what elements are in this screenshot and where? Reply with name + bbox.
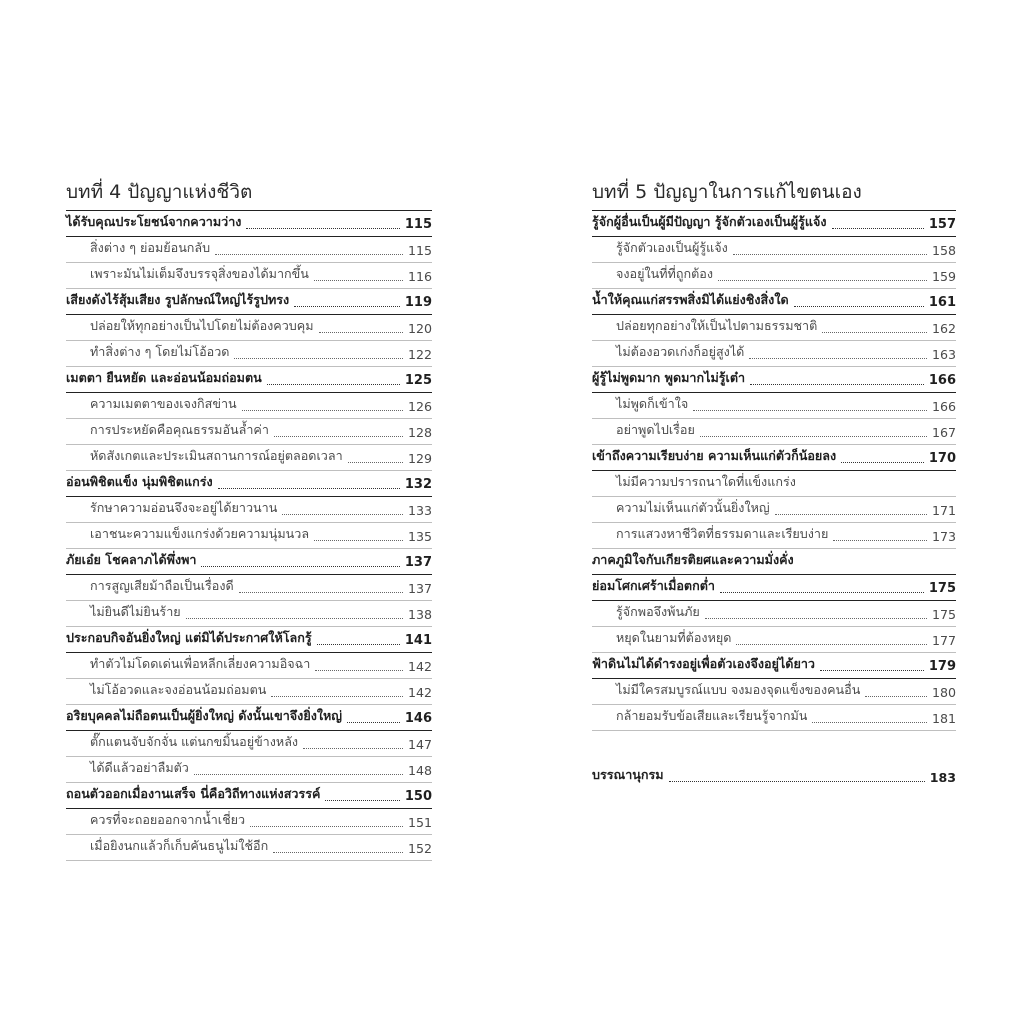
toc-section-entry[interactable]	[592, 211, 956, 237]
toc-page-number: 167	[931, 425, 956, 440]
toc-subsection-entry[interactable]	[66, 341, 432, 367]
leader-dots	[246, 228, 399, 229]
leader-dots	[294, 306, 400, 307]
leader-dots	[314, 280, 403, 281]
toc-entry-label: ประกอบกิจอันยิ่งใหญ่ แต่มิได้ประกาศให้โลกรู้	[66, 630, 312, 645]
chapter-4-title: บทที่ 4 ปัญญาแห่งชีวิต	[66, 181, 253, 203]
toc-page-number: 171	[931, 503, 956, 518]
toc-entry-label: สิ่งต่าง ๆ ย่อมย้อนกลับ	[90, 240, 211, 255]
toc-page-number: 166	[928, 373, 956, 388]
toc-subsection-entry[interactable]	[66, 263, 432, 289]
toc-entry-label: จงอยู่ในที่ที่ถูกต้อง	[616, 266, 713, 281]
toc-page-number: 122	[407, 347, 432, 362]
toc-page-number: 120	[407, 321, 432, 336]
leader-dots	[347, 722, 400, 723]
toc-entry-label: ย่อมโศกเศร้าเมื่อตกต่ำ	[592, 578, 715, 593]
leader-dots	[720, 592, 924, 593]
leader-dots	[242, 410, 403, 411]
toc-section-entry[interactable]	[592, 289, 956, 315]
leader-dots	[194, 774, 403, 775]
toc-section-entry[interactable]	[66, 289, 432, 315]
toc-entry-label: ไม่มีความปรารถนาใดที่แข็งแกร่ง	[616, 474, 796, 489]
leader-dots	[234, 358, 402, 359]
toc-entry-label: รักษาความอ่อนจึงจะอยู่ได้ยาวนาน	[90, 500, 278, 515]
leader-dots	[812, 722, 927, 723]
toc-subsection-entry[interactable]	[592, 627, 956, 653]
leader-dots	[317, 644, 400, 645]
toc-entry-label: ถอนตัวออกเมื่องานเสร็จ นี่คือวิถีทางแห่งสวรรค์	[66, 786, 321, 801]
toc-page-number: 142	[407, 685, 432, 700]
chapter-5-title: บทที่ 5 ปัญญาในการแก้ไขตนเอง	[592, 181, 862, 203]
toc-subsection-entry[interactable]	[592, 237, 956, 263]
toc-entry-label: ได้ดีแล้วอย่าลืมตัว	[90, 760, 189, 775]
toc-subsection-entry[interactable]	[592, 705, 956, 731]
toc-entry-label: ไม่ต้องอวดเก่งก็อยู่สูงได้	[616, 344, 745, 359]
toc-subsection-entry[interactable]	[66, 601, 432, 627]
toc-section-entry[interactable]	[66, 627, 432, 653]
toc-subsection-entry[interactable]	[66, 237, 432, 263]
toc-page-number: 175	[928, 581, 956, 596]
toc-entry-label: ความไม่เห็นแก่ตัวนั้นยิ่งใหญ่	[616, 500, 770, 515]
toc-entry-label: ภัยเอ๋ย โชคลาภได้พึ่งพา	[66, 552, 197, 567]
toc-entry-label: ทำตัวไม่โดดเด่นเพื่อหลีกเลี่ยงความอิจฉา	[90, 656, 311, 671]
toc-subsection-entry[interactable]	[592, 679, 956, 705]
toc-page-number: 151	[407, 815, 432, 830]
toc-subsection-entry[interactable]	[66, 653, 432, 679]
toc-page-number: 170	[928, 451, 956, 466]
toc-section-entry[interactable]	[66, 783, 432, 809]
toc-subsection-entry[interactable]	[66, 679, 432, 705]
toc-entry-label: ฟ้าดินไม่ได้ดำรงอยู่เพื่อตัวเองจึงอยู่ได้ยาว	[592, 656, 815, 671]
leader-dots	[282, 514, 403, 515]
toc-page-number: 141	[404, 633, 432, 648]
toc-section-entry[interactable]	[592, 445, 956, 471]
toc-entry-label: ปล่อยทุกอย่างให้เป็นไปตามธรรมชาติ	[616, 318, 818, 333]
toc-section-entry[interactable]	[66, 705, 432, 731]
toc-subsection-entry[interactable]	[66, 419, 432, 445]
toc-entry-label: เมตตา ยืนหยัด และอ่อนน้อมถ่อมตน	[66, 370, 262, 385]
toc-subsection-entry[interactable]	[592, 393, 956, 419]
leader-dots	[239, 592, 403, 593]
toc-page-number: 180	[931, 685, 956, 700]
toc-page-number: 115	[404, 217, 432, 232]
leader-dots	[832, 228, 924, 229]
toc-subsection-entry[interactable]	[592, 523, 956, 549]
toc-subsection-entry[interactable]	[66, 757, 432, 783]
leader-dots	[733, 254, 927, 255]
toc-page-number: 161	[928, 295, 956, 310]
toc-entry-label: การประหยัดคือคุณธรรมอันล้ำค่า	[90, 422, 269, 437]
leader-dots	[705, 618, 927, 619]
toc-page-number: 175	[931, 607, 956, 622]
leader-dots	[186, 618, 403, 619]
toc-page-number: 158	[931, 243, 956, 258]
toc-subsection-entry[interactable]	[66, 445, 432, 471]
leader-dots	[314, 540, 403, 541]
toc-subsection-entry[interactable]	[592, 601, 956, 627]
chapter-5-toc-list	[592, 210, 956, 731]
leader-dots	[669, 781, 925, 782]
toc-subsection-entry[interactable]	[592, 471, 956, 497]
bibliography-page-number: 183	[929, 770, 956, 785]
toc-page-number: 129	[407, 451, 432, 466]
toc-entry-label: การแสวงหาชีวิตที่ธรรมดาและเรียบง่าย	[616, 526, 829, 541]
toc-section-entry[interactable]	[592, 653, 956, 679]
toc-subsection-entry[interactable]	[66, 575, 432, 601]
leader-dots	[273, 852, 403, 853]
toc-page-number: 147	[407, 737, 432, 752]
toc-entry-label: หัดสังเกตและประเมินสถานการณ์อยู่ตลอดเวลา	[90, 448, 343, 463]
leader-dots	[820, 670, 924, 671]
toc-entry-label: เพราะมันไม่เต็มจึงบรรจุสิ่งของได้มากขึ้น	[90, 266, 309, 281]
toc-page-number: 133	[407, 503, 432, 518]
toc-section-entry[interactable]	[66, 211, 432, 237]
toc-page-number: 163	[931, 347, 956, 362]
toc-page-number: 132	[404, 477, 432, 492]
leader-dots	[218, 488, 400, 489]
leader-dots	[315, 670, 403, 671]
toc-entry-label: รู้จักพอจึงพ้นภัย	[616, 604, 700, 619]
leader-dots	[274, 436, 403, 437]
toc-page-number: 137	[407, 581, 432, 596]
toc-subsection-entry[interactable]	[66, 393, 432, 419]
toc-entry-label: กล้ายอมรับข้อเสียและเรียนรู้จากมัน	[616, 708, 808, 723]
toc-entry-label: เอาชนะความแข็งแกร่งด้วยความนุ่มนวล	[90, 526, 310, 541]
toc-entry-label: อ่อนพิชิตแข็ง นุ่มพิชิตแกร่ง	[66, 474, 213, 489]
toc-entry-label: ไม่มีใครสมบูรณ์แบบ จงมองจุดแข็งของคนอื่น	[616, 682, 861, 697]
toc-subsection-entry[interactable]	[592, 263, 956, 289]
toc-subsection-entry[interactable]	[592, 497, 956, 523]
chapter-4-column	[66, 178, 432, 861]
leader-dots	[750, 384, 924, 385]
toc-page-number: 159	[931, 269, 956, 284]
toc-page-number: 173	[931, 529, 956, 544]
toc-entry-label: หยุดในยามที่ต้องหยุด	[616, 630, 732, 645]
toc-page-number: 115	[407, 243, 432, 258]
toc-subsection-entry[interactable]	[592, 315, 956, 341]
leader-dots	[700, 436, 927, 437]
leader-dots	[841, 462, 924, 463]
toc-subsection-entry[interactable]	[592, 341, 956, 367]
toc-page-number: 126	[407, 399, 432, 414]
toc-subsection-entry[interactable]	[66, 731, 432, 757]
toc-entry-label: ได้รับคุณประโยชน์จากความว่าง	[66, 214, 242, 229]
toc-subsection-entry[interactable]	[66, 809, 432, 835]
toc-page-number: 148	[407, 763, 432, 778]
toc-page-number: 157	[928, 217, 956, 232]
toc-entry-label: ไม่โอ้อวดและจงอ่อนน้อมถ่อมตน	[90, 682, 267, 697]
toc-section-entry[interactable]	[66, 471, 432, 497]
toc-entry-label: ภาคภูมิใจกับเกียรติยศและความมั่งคั่ง	[592, 552, 794, 567]
toc-entry-label: เข้าถึงความเรียบง่าย ความเห็นแก่ตัวก็น้อยลง	[592, 448, 837, 463]
leader-dots	[271, 696, 403, 697]
toc-entry-label: ปล่อยให้ทุกอย่างเป็นไปโดยไม่ต้องควบคุม	[90, 318, 314, 333]
toc-section-entry[interactable]	[66, 367, 432, 393]
toc-page-number: 137	[404, 555, 432, 570]
toc-section-entry[interactable]	[592, 367, 956, 393]
toc-section-entry[interactable]	[592, 575, 956, 601]
toc-entry-label: อย่าพูดไปเรื่อย	[616, 422, 695, 437]
toc-page-number: 152	[407, 841, 432, 856]
toc-page-number: 142	[407, 659, 432, 674]
toc-subsection-entry[interactable]	[66, 315, 432, 341]
bibliography-entry[interactable]	[592, 763, 956, 789]
toc-subsection-entry[interactable]	[66, 523, 432, 549]
leader-dots	[303, 748, 403, 749]
toc-entry-label: รู้จักผู้อื่นเป็นผู้มีปัญญา รู้จักตัวเองเป็นผู้รู้แจ้ง	[592, 214, 827, 229]
leader-dots	[215, 254, 403, 255]
leader-dots	[201, 566, 399, 567]
leader-dots	[822, 332, 927, 333]
toc-page-number: 138	[407, 607, 432, 622]
leader-dots	[865, 696, 927, 697]
leader-dots	[718, 280, 927, 281]
toc-entry-label: ทำสิ่งต่าง ๆ โดยไม่โอ้อวด	[90, 344, 230, 359]
leader-dots	[736, 644, 927, 645]
leader-dots	[693, 410, 927, 411]
toc-page-number: 146	[404, 711, 432, 726]
toc-entry-label: รู้จักตัวเองเป็นผู้รู้แจ้ง	[616, 240, 728, 255]
toc-entry-label: น้ำให้คุณแก่สรรพสิ่งมิได้แย่งชิงสิ่งใด	[592, 292, 789, 307]
leader-dots	[348, 462, 403, 463]
toc-subsection-entry[interactable]	[592, 419, 956, 445]
toc-page-number: 119	[404, 295, 432, 310]
toc-entry-label: เสียงดังไร้สุ้มเสียง รูปลักษณ์ใหญ่ไร้รูปทรง	[66, 292, 290, 307]
leader-dots	[325, 800, 399, 801]
toc-page-number: 177	[931, 633, 956, 648]
toc-section-entry[interactable]	[592, 549, 956, 575]
toc-page-number: 162	[931, 321, 956, 336]
chapter-4-toc-list	[66, 210, 432, 861]
toc-page-number: 179	[928, 659, 956, 674]
leader-dots	[749, 358, 927, 359]
toc-page-number: 135	[407, 529, 432, 544]
toc-page-number: 166	[931, 399, 956, 414]
leader-dots	[794, 306, 924, 307]
toc-page-number: 181	[931, 711, 956, 726]
toc-entry-label: อริยบุคคลไม่ถือตนเป็นผู้ยิ่งใหญ่ ดังนั้นเขาจึงยิ่งใหญ่	[66, 708, 343, 723]
leader-dots	[833, 540, 927, 541]
toc-page-number: 128	[407, 425, 432, 440]
toc-page-number: 150	[404, 789, 432, 804]
toc-entry-label: ไม่พูดก็เข้าใจ	[616, 396, 689, 411]
toc-section-entry[interactable]	[66, 549, 432, 575]
toc-page-number: 125	[404, 373, 432, 388]
toc-page-number: 116	[407, 269, 432, 284]
toc-entry-label: เมื่อยิงนกแล้วก็เก็บคันธนูไม่ใช้อีก	[90, 838, 269, 853]
leader-dots	[250, 826, 403, 827]
toc-subsection-entry[interactable]	[66, 497, 432, 523]
toc-entry-label: การสูญเสียม้าถือเป็นเรื่องดี	[90, 578, 234, 593]
toc-entry-label: ผู้รู้ไม่พูดมาก พูดมากไม่รู้เต๋า	[592, 370, 746, 385]
leader-dots	[267, 384, 400, 385]
toc-entry-label: ตั๊กแตนจับจักจั่น แต่นกขมิ้นอยู่ข้างหลัง	[90, 734, 299, 749]
bibliography-label: บรรณานุกรม	[592, 767, 664, 782]
toc-entry-label: ไม่ยินดีไม่ยินร้าย	[90, 604, 181, 619]
chapter-5-column	[592, 178, 956, 789]
toc-entry-label: ควรที่จะถอยออกจากน้ำเชี่ยว	[90, 812, 246, 827]
leader-dots	[319, 332, 403, 333]
toc-entry-label: ความเมตตาของเจงกิสข่าน	[90, 396, 237, 411]
toc-subsection-entry[interactable]	[66, 835, 432, 861]
leader-dots	[775, 514, 927, 515]
